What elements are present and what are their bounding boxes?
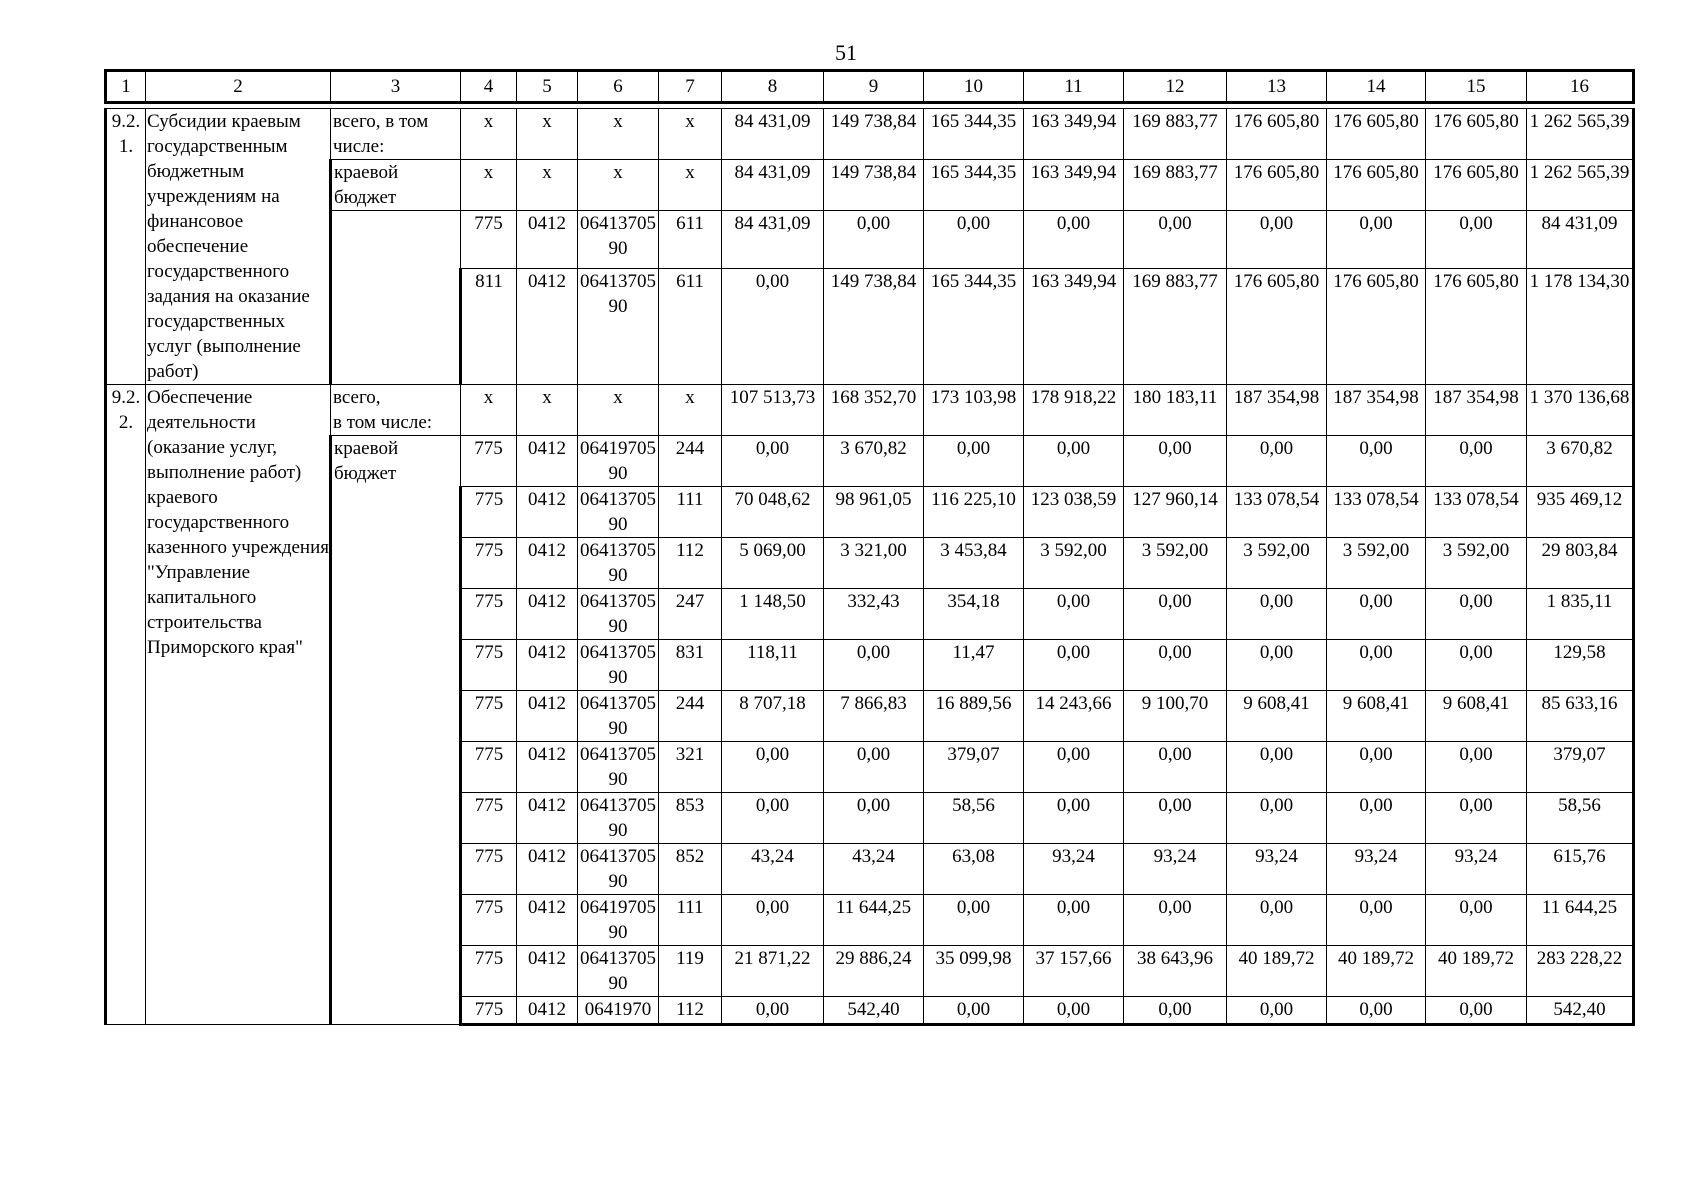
- data-cell: 0412: [517, 691, 578, 742]
- data-cell: 0,00: [1024, 640, 1124, 691]
- data-cell: 0,00: [1426, 211, 1527, 269]
- data-cell: 0641970: [578, 997, 659, 1025]
- data-cell: 8 707,18: [722, 691, 824, 742]
- data-cell: 0641370590: [578, 640, 659, 691]
- data-cell: 0641370590: [578, 793, 659, 844]
- data-cell: 0,00: [824, 793, 924, 844]
- data-cell: 107 513,73: [722, 385, 824, 436]
- data-cell: 119: [659, 946, 722, 997]
- data-cell: 775: [461, 538, 517, 589]
- data-cell: 1 262 565,39: [1527, 160, 1634, 211]
- data-cell: 379,07: [924, 742, 1024, 793]
- data-cell: 611: [659, 269, 722, 385]
- data-cell: 5 069,00: [722, 538, 824, 589]
- data-cell: 775: [461, 691, 517, 742]
- data-cell: 9 100,70: [1124, 691, 1227, 742]
- data-cell: 149 738,84: [824, 160, 924, 211]
- data-cell: 775: [461, 997, 517, 1025]
- data-cell: 3 670,82: [1527, 436, 1634, 487]
- table-row: [106, 109, 1634, 160]
- column-header-5: 5: [517, 71, 578, 103]
- data-cell: 173 103,98: [924, 385, 1024, 436]
- data-cell: х: [659, 385, 722, 436]
- data-cell: 187 354,98: [1426, 385, 1527, 436]
- data-cell: 775: [461, 793, 517, 844]
- data-cell: 176 605,80: [1426, 109, 1527, 160]
- data-cell: 0,00: [1327, 742, 1426, 793]
- data-cell: 84 431,09: [722, 160, 824, 211]
- data-cell: 21 871,22: [722, 946, 824, 997]
- data-cell: 133 078,54: [1426, 487, 1527, 538]
- funding-source-label: всего, в том числе:: [331, 109, 461, 160]
- data-cell: 775: [461, 436, 517, 487]
- data-cell: 0,00: [1024, 997, 1124, 1025]
- data-cell: 0,00: [1327, 640, 1426, 691]
- data-cell: 0412: [517, 895, 578, 946]
- data-cell: 0,00: [722, 742, 824, 793]
- data-cell: 0,00: [1327, 793, 1426, 844]
- data-cell: 0,00: [1426, 895, 1527, 946]
- data-cell: 165 344,35: [924, 269, 1024, 385]
- data-cell: 0,00: [1426, 793, 1527, 844]
- data-cell: 0412: [517, 844, 578, 895]
- data-cell: 37 157,66: [1024, 946, 1124, 997]
- data-cell: 58,56: [1527, 793, 1634, 844]
- data-cell: 0,00: [1124, 436, 1227, 487]
- column-header-12: 12: [1124, 71, 1227, 103]
- data-cell: 0641370590: [578, 269, 659, 385]
- data-cell: 0,00: [1426, 997, 1527, 1025]
- data-cell: 9 608,41: [1327, 691, 1426, 742]
- data-cell: 775: [461, 211, 517, 269]
- data-cell: 93,24: [1124, 844, 1227, 895]
- data-cell: 1 148,50: [722, 589, 824, 640]
- data-cell: 775: [461, 742, 517, 793]
- data-cell: 187 354,98: [1327, 385, 1426, 436]
- data-cell: 935 469,12: [1527, 487, 1634, 538]
- data-cell: 0,00: [1426, 742, 1527, 793]
- data-cell: 3 592,00: [1426, 538, 1527, 589]
- data-cell: 11 644,25: [824, 895, 924, 946]
- data-cell: 178 918,22: [1024, 385, 1124, 436]
- data-cell: 176 605,80: [1327, 160, 1426, 211]
- data-cell: 0,00: [1327, 436, 1426, 487]
- data-cell: 14 243,66: [1024, 691, 1124, 742]
- data-cell: 9 608,41: [1426, 691, 1527, 742]
- data-cell: 0641370590: [578, 487, 659, 538]
- data-cell: 0412: [517, 487, 578, 538]
- data-cell: 542,40: [1527, 997, 1634, 1025]
- data-cell: 0,00: [1124, 640, 1227, 691]
- data-cell: 831: [659, 640, 722, 691]
- data-cell: х: [461, 160, 517, 211]
- data-cell: х: [578, 385, 659, 436]
- data-cell: 176 605,80: [1227, 109, 1327, 160]
- data-cell: 0,00: [1426, 640, 1527, 691]
- data-cell: 0,00: [722, 436, 824, 487]
- data-cell: х: [517, 109, 578, 160]
- data-cell: 0,00: [1024, 793, 1124, 844]
- data-cell: 0,00: [1124, 997, 1227, 1025]
- data-cell: 176 605,80: [1327, 109, 1426, 160]
- data-cell: 611: [659, 211, 722, 269]
- data-cell: 0,00: [722, 269, 824, 385]
- data-cell: 0,00: [824, 742, 924, 793]
- row-code: 9.2. 1.: [106, 109, 146, 385]
- data-cell: 149 738,84: [824, 269, 924, 385]
- data-cell: 43,24: [722, 844, 824, 895]
- data-cell: 112: [659, 538, 722, 589]
- data-cell: 0,00: [1124, 742, 1227, 793]
- column-header-11: 11: [1024, 71, 1124, 103]
- data-cell: 98 961,05: [824, 487, 924, 538]
- table-row: [106, 211, 1634, 269]
- data-cell: 111: [659, 487, 722, 538]
- data-cell: 0412: [517, 946, 578, 997]
- data-cell: 3 592,00: [1024, 538, 1124, 589]
- data-cell: 0,00: [1124, 589, 1227, 640]
- data-cell: 127 960,14: [1124, 487, 1227, 538]
- data-cell: 0,00: [1024, 589, 1124, 640]
- data-cell: 542,40: [824, 997, 924, 1025]
- data-cell: 93,24: [1227, 844, 1327, 895]
- data-cell: 29 886,24: [824, 946, 924, 997]
- data-cell: 16 889,56: [924, 691, 1024, 742]
- data-cell: 176 605,80: [1426, 269, 1527, 385]
- data-cell: 93,24: [1024, 844, 1124, 895]
- data-cell: 176 605,80: [1426, 160, 1527, 211]
- data-cell: 0412: [517, 640, 578, 691]
- data-cell: 40 189,72: [1327, 946, 1426, 997]
- funding-source-label: краевой бюджет: [331, 160, 461, 211]
- data-cell: 93,24: [1426, 844, 1527, 895]
- data-cell: 0,00: [1227, 895, 1327, 946]
- data-cell: 165 344,35: [924, 109, 1024, 160]
- data-cell: 0,00: [1227, 640, 1327, 691]
- column-header-13: 13: [1227, 71, 1327, 103]
- data-cell: 85 633,16: [1527, 691, 1634, 742]
- data-cell: 0,00: [1024, 895, 1124, 946]
- data-cell: 3 592,00: [1124, 538, 1227, 589]
- data-cell: 0412: [517, 589, 578, 640]
- data-cell: 58,56: [924, 793, 1024, 844]
- data-cell: 0,00: [1426, 589, 1527, 640]
- data-cell: 111: [659, 895, 722, 946]
- data-cell: 852: [659, 844, 722, 895]
- data-cell: 0412: [517, 538, 578, 589]
- data-cell: х: [461, 385, 517, 436]
- data-cell: 163 349,94: [1024, 160, 1124, 211]
- column-header-6: 6: [578, 71, 659, 103]
- data-cell: 0412: [517, 269, 578, 385]
- data-cell: 615,76: [1527, 844, 1634, 895]
- column-header-9: 9: [824, 71, 924, 103]
- data-cell: 165 344,35: [924, 160, 1024, 211]
- data-cell: 811: [461, 269, 517, 385]
- funding-source-label: краевой бюджет: [331, 436, 461, 1025]
- data-cell: 133 078,54: [1327, 487, 1426, 538]
- data-cell: 0,00: [1024, 436, 1124, 487]
- data-cell: 149 738,84: [824, 109, 924, 160]
- column-header-3: 3: [331, 71, 461, 103]
- data-cell: 775: [461, 844, 517, 895]
- table-row: [106, 385, 1634, 436]
- table-row: [106, 160, 1634, 211]
- data-cell: 0641370590: [578, 742, 659, 793]
- data-cell: 0641370590: [578, 691, 659, 742]
- data-cell: 0,00: [722, 793, 824, 844]
- data-cell: 163 349,94: [1024, 109, 1124, 160]
- data-cell: 176 605,80: [1227, 269, 1327, 385]
- data-cell: 775: [461, 487, 517, 538]
- data-cell: 116 225,10: [924, 487, 1024, 538]
- data-cell: 0,00: [1124, 211, 1227, 269]
- data-cell: 3 592,00: [1327, 538, 1426, 589]
- data-cell: 0641370590: [578, 589, 659, 640]
- data-cell: 0412: [517, 997, 578, 1025]
- table-row: [106, 436, 1634, 487]
- data-cell: 0,00: [1227, 211, 1327, 269]
- data-cell: 163 349,94: [1024, 269, 1124, 385]
- data-cell: 40 189,72: [1227, 946, 1327, 997]
- data-cell: 0,00: [1426, 436, 1527, 487]
- data-cell: 0,00: [1227, 742, 1327, 793]
- data-cell: 0,00: [1327, 997, 1426, 1025]
- data-cell: 0,00: [1227, 793, 1327, 844]
- column-header-4: 4: [461, 71, 517, 103]
- column-header-16: 16: [1527, 71, 1634, 103]
- data-cell: 247: [659, 589, 722, 640]
- data-cell: 775: [461, 895, 517, 946]
- column-header-14: 14: [1327, 71, 1426, 103]
- data-cell: 0412: [517, 211, 578, 269]
- data-cell: 283 228,22: [1527, 946, 1634, 997]
- data-cell: 169 883,77: [1124, 269, 1227, 385]
- data-cell: 168 352,70: [824, 385, 924, 436]
- data-cell: 0,00: [1327, 895, 1426, 946]
- data-cell: 0,00: [1024, 742, 1124, 793]
- data-cell: 187 354,98: [1227, 385, 1327, 436]
- data-cell: 118,11: [722, 640, 824, 691]
- data-cell: 0,00: [924, 997, 1024, 1025]
- data-cell: 11 644,25: [1527, 895, 1634, 946]
- data-cell: х: [659, 160, 722, 211]
- data-cell: 379,07: [1527, 742, 1634, 793]
- data-cell: х: [578, 109, 659, 160]
- data-cell: 35 099,98: [924, 946, 1024, 997]
- header-row: [106, 71, 1634, 103]
- data-cell: 0641370590: [578, 538, 659, 589]
- data-cell: 0641370590: [578, 946, 659, 997]
- data-cell: 0641970590: [578, 436, 659, 487]
- data-cell: 3 321,00: [824, 538, 924, 589]
- data-cell: 775: [461, 946, 517, 997]
- data-cell: 321: [659, 742, 722, 793]
- data-cell: 0,00: [924, 895, 1024, 946]
- data-cell: 123 038,59: [1024, 487, 1124, 538]
- data-cell: 43,24: [824, 844, 924, 895]
- data-cell: 133 078,54: [1227, 487, 1327, 538]
- data-cell: 0,00: [1227, 436, 1327, 487]
- data-cell: 853: [659, 793, 722, 844]
- data-cell: 129,58: [1527, 640, 1634, 691]
- data-cell: 176 605,80: [1327, 269, 1426, 385]
- data-cell: 1 835,11: [1527, 589, 1634, 640]
- data-cell: 0,00: [1327, 211, 1426, 269]
- data-cell: 0641370590: [578, 211, 659, 269]
- page-number: 51: [835, 40, 857, 65]
- data-cell: 0641370590: [578, 844, 659, 895]
- data-cell: 775: [461, 589, 517, 640]
- column-header-7: 7: [659, 71, 722, 103]
- data-cell: 70 048,62: [722, 487, 824, 538]
- data-cell: 332,43: [824, 589, 924, 640]
- data-cell: 0,00: [1124, 793, 1227, 844]
- budget-table: [104, 69, 1635, 1026]
- data-cell: 84 431,09: [1527, 211, 1634, 269]
- data-cell: 0,00: [722, 895, 824, 946]
- data-cell: 0,00: [1024, 211, 1124, 269]
- data-cell: х: [517, 385, 578, 436]
- data-cell: 7 866,83: [824, 691, 924, 742]
- data-cell: 354,18: [924, 589, 1024, 640]
- data-cell: 1 370 136,68: [1527, 385, 1634, 436]
- data-cell: 0,00: [722, 997, 824, 1025]
- data-cell: 244: [659, 691, 722, 742]
- data-cell: х: [517, 160, 578, 211]
- data-cell: 9 608,41: [1227, 691, 1327, 742]
- data-cell: 775: [461, 640, 517, 691]
- row-description: Обеспечение деятельности (оказание услуг, выполнение работ) краевого государственного казенного учреждения "Управление капитального строительства Приморского края": [146, 385, 331, 1025]
- data-cell: 0,00: [1227, 589, 1327, 640]
- data-cell: 0,00: [1124, 895, 1227, 946]
- funding-source-blank: [331, 211, 461, 385]
- data-cell: 63,08: [924, 844, 1024, 895]
- data-cell: 0412: [517, 742, 578, 793]
- column-header-2: 2: [146, 71, 331, 103]
- column-header-1: 1: [106, 71, 146, 103]
- data-cell: 40 189,72: [1426, 946, 1527, 997]
- data-cell: 0412: [517, 436, 578, 487]
- data-cell: 1 262 565,39: [1527, 109, 1634, 160]
- data-cell: 11,47: [924, 640, 1024, 691]
- data-cell: х: [461, 109, 517, 160]
- data-cell: 1 178 134,30: [1527, 269, 1634, 385]
- data-cell: 112: [659, 997, 722, 1025]
- data-cell: 3 592,00: [1227, 538, 1327, 589]
- data-cell: 84 431,09: [722, 211, 824, 269]
- data-cell: 0641970590: [578, 895, 659, 946]
- data-cell: 0,00: [924, 436, 1024, 487]
- data-cell: 3 453,84: [924, 538, 1024, 589]
- data-cell: 84 431,09: [722, 109, 824, 160]
- data-cell: 0412: [517, 793, 578, 844]
- data-cell: 0,00: [1227, 997, 1327, 1025]
- row-description: Субсидии краевым государственным бюджетным учреждениям на финансовое обеспечение государственного задания на оказание государственных услуг (выполнение работ): [146, 109, 331, 385]
- data-cell: 169 883,77: [1124, 160, 1227, 211]
- data-cell: 176 605,80: [1227, 160, 1327, 211]
- row-code: 9.2. 2.: [106, 385, 146, 1025]
- data-cell: 0,00: [824, 640, 924, 691]
- column-header-10: 10: [924, 71, 1024, 103]
- data-cell: 0,00: [924, 211, 1024, 269]
- data-cell: х: [578, 160, 659, 211]
- data-cell: 169 883,77: [1124, 109, 1227, 160]
- funding-source-label: всего, в том числе:: [331, 385, 461, 436]
- data-cell: 29 803,84: [1527, 538, 1634, 589]
- data-cell: 180 183,11: [1124, 385, 1227, 436]
- data-cell: х: [659, 109, 722, 160]
- data-cell: 3 670,82: [824, 436, 924, 487]
- data-cell: 244: [659, 436, 722, 487]
- column-header-8: 8: [722, 71, 824, 103]
- data-cell: 38 643,96: [1124, 946, 1227, 997]
- data-cell: 0,00: [1327, 589, 1426, 640]
- column-header-15: 15: [1426, 71, 1527, 103]
- data-cell: 0,00: [824, 211, 924, 269]
- data-cell: 93,24: [1327, 844, 1426, 895]
